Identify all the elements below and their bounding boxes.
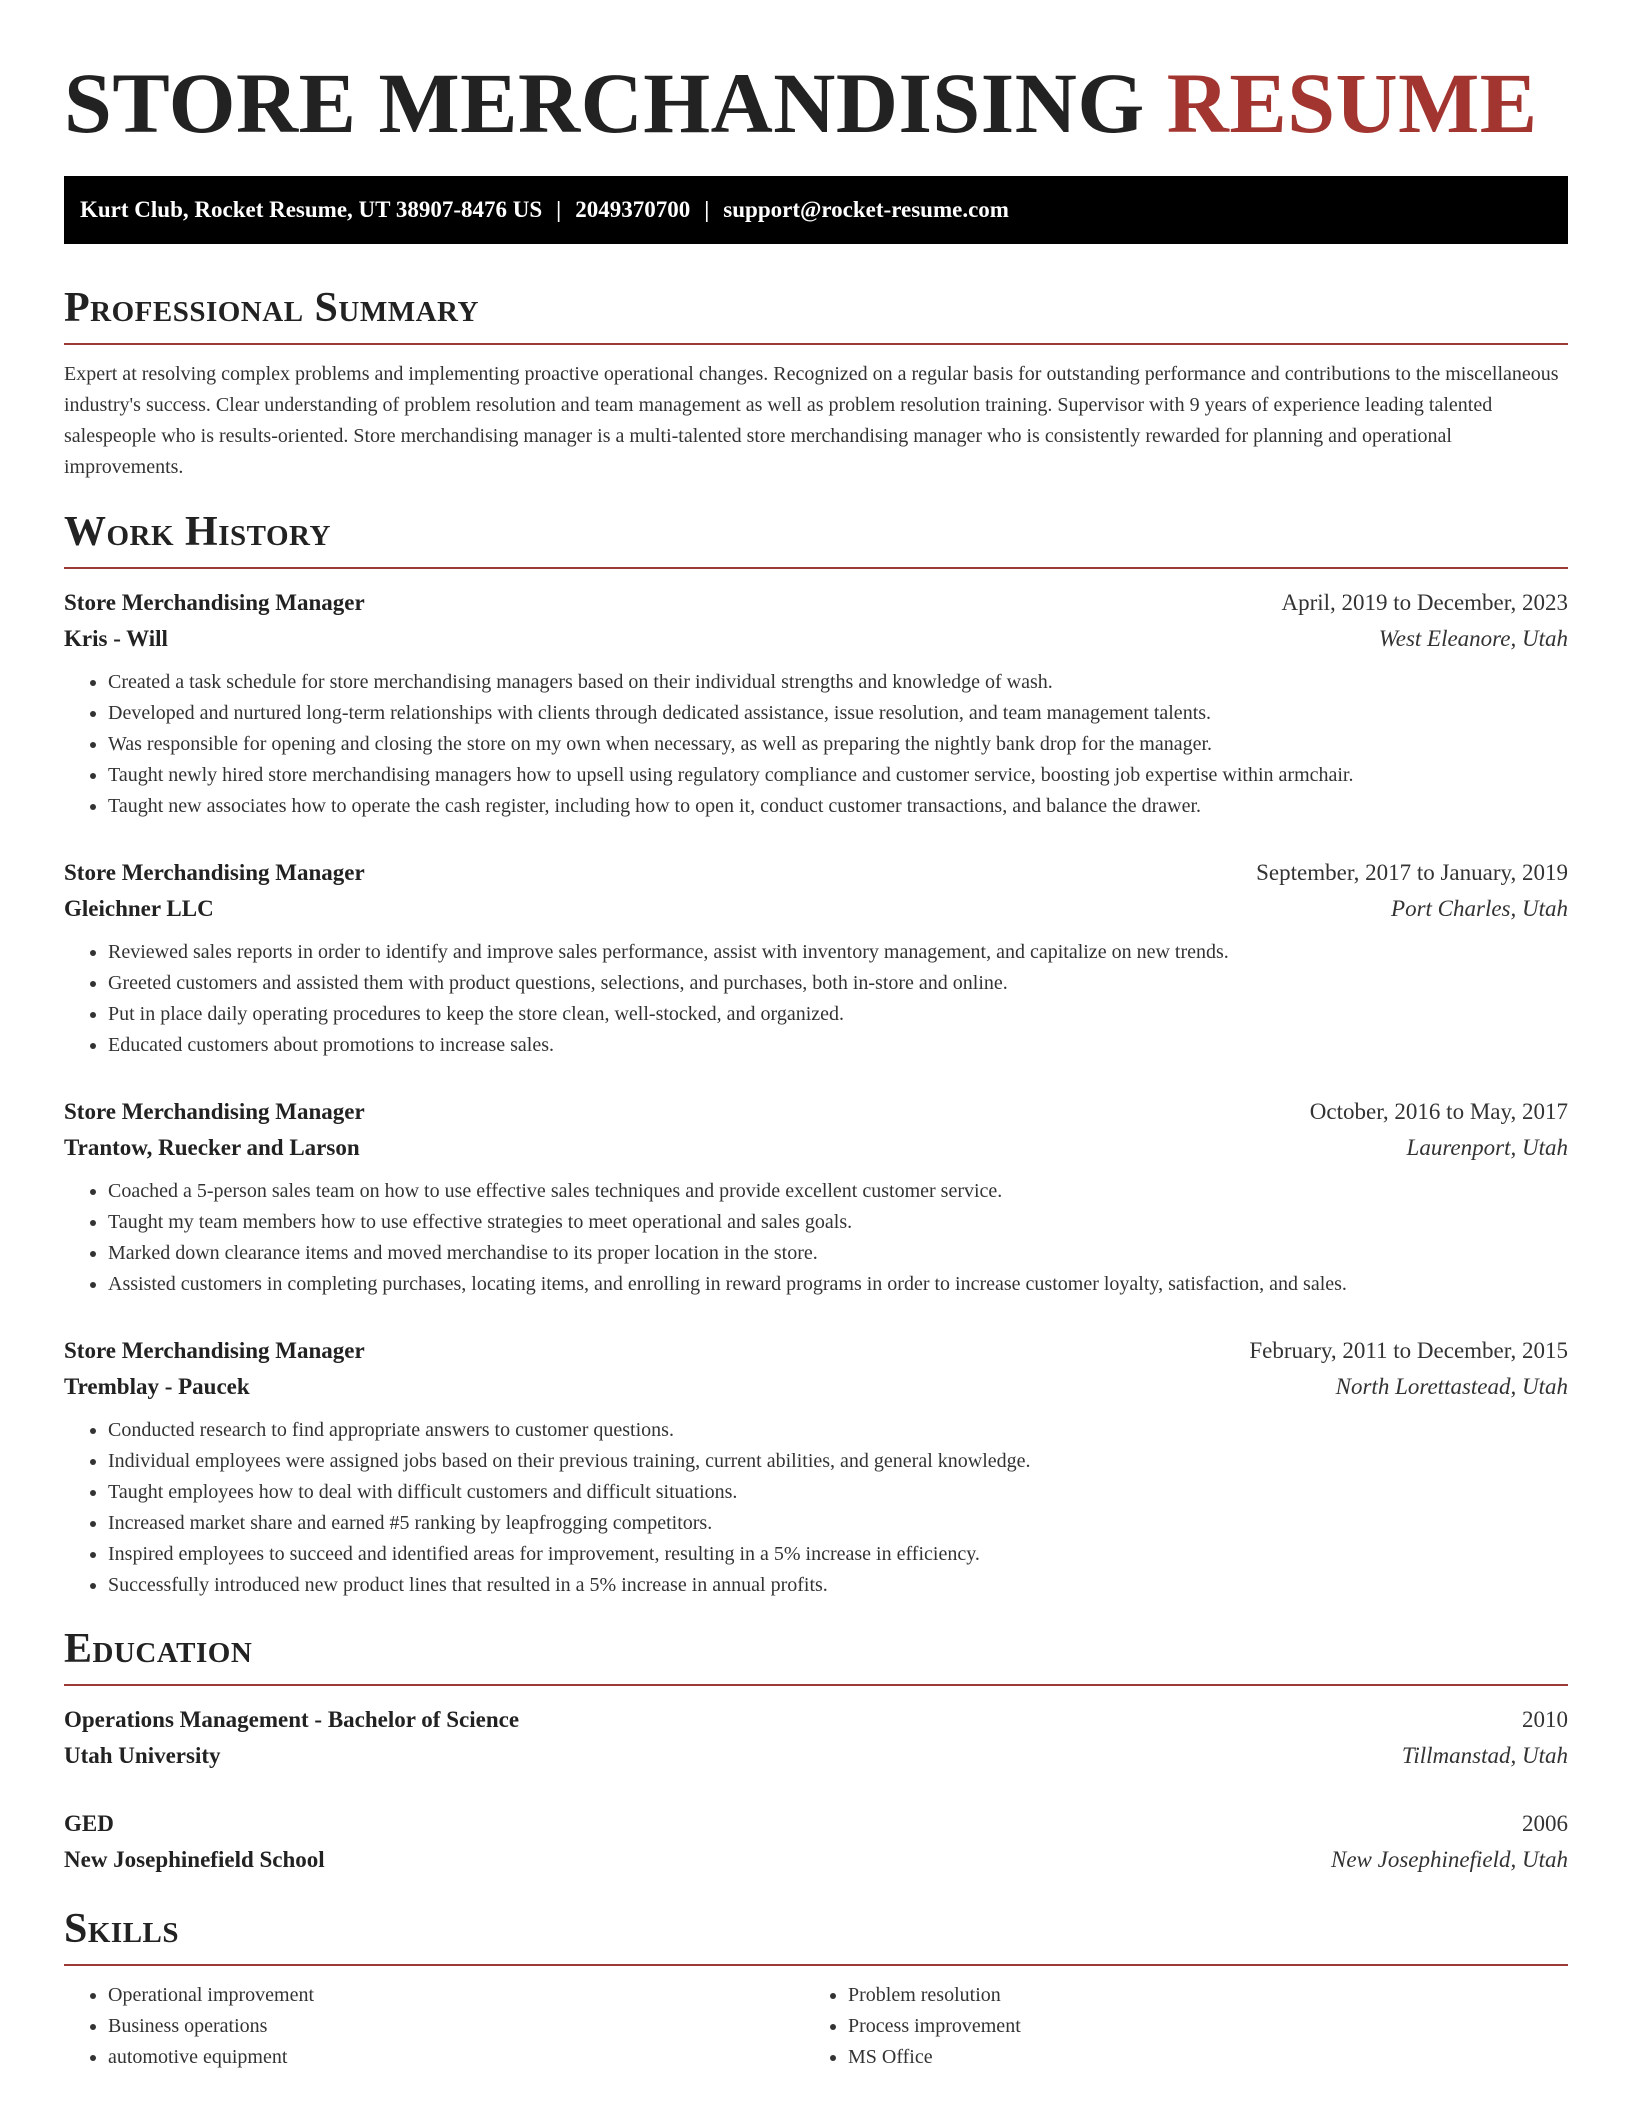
job-location: Laurenport, Utah — [1406, 1135, 1568, 1160]
list-item: • Marked down clearance items and moved merchandise to its proper location in the store. — [108, 1238, 1568, 1269]
list-item: • Was responsible for opening and closing the store on my own when necessary, as well as preparing the nightly bank drop for the manager. — [108, 729, 1568, 760]
job-title: Store Merchandising Manager — [64, 590, 365, 615]
summary-section — [64, 284, 1568, 483]
education-location: New Josephinefield, Utah — [1331, 1847, 1568, 1872]
list-item: • Created a task schedule for store merchandising managers based on their individual strengths and knowledge of wash. — [108, 667, 1568, 698]
resume-page — [64, 0, 1568, 2073]
list-item: • Taught employees how to deal with difficult customers and difficult situations. — [108, 1477, 1568, 1508]
job-title: Store Merchandising Manager — [64, 1099, 365, 1124]
job-header-row — [64, 855, 1568, 891]
job-location: North Lorettastead, Utah — [1335, 1374, 1568, 1399]
education-entry — [64, 1702, 1568, 1774]
list-item: • Educated customers about promotions to increase sales. — [108, 1030, 1568, 1061]
list-item: • Conducted research to find appropriate answers to customer questions. — [108, 1415, 1568, 1446]
skills-section — [64, 1905, 1568, 2073]
section-divider — [64, 567, 1568, 569]
education-degree: GED — [64, 1811, 114, 1836]
list-item: • Greeted customers and assisted them with product questions, selections, and purchases, both in-store and online. — [108, 968, 1568, 999]
job-entry — [64, 855, 1568, 1061]
job-company: Tremblay - Paucek — [64, 1374, 250, 1399]
list-item: • Put in place daily operating procedures to keep the store clean, well-stocked, and organized. — [108, 999, 1568, 1030]
job-company-row — [64, 1369, 1568, 1405]
job-dates: February, 2011 to December, 2015 — [1249, 1338, 1568, 1363]
job-entry — [64, 1094, 1568, 1300]
job-title: Store Merchandising Manager — [64, 860, 365, 885]
job-bullets — [64, 667, 1568, 822]
list-item: • Reviewed sales reports in order to identify and improve sales performance, assist with inventory management, and capitalize on new trends. — [108, 937, 1568, 968]
list-item: • Increased market share and earned #5 ranking by leapfrogging competitors. — [108, 1508, 1568, 1539]
list-item: • Inspired employees to succeed and identified areas for improvement, resulting in a 5% increase in efficiency. — [108, 1539, 1568, 1570]
section-title-work: Work History — [64, 509, 331, 555]
list-item: • MS Office — [848, 2042, 1544, 2073]
work-history-section — [64, 508, 1568, 1601]
section-title-education: Education — [64, 1626, 253, 1672]
list-item: • Taught new associates how to operate the cash register, including how to open it, conduct customer transactions, and balance the drawer. — [108, 791, 1568, 822]
section-title-skills: Skills — [64, 1906, 180, 1952]
education-school: Utah University — [64, 1743, 221, 1768]
list-item: • Operational improvement — [108, 1980, 804, 2011]
list-item: • Taught newly hired store merchandising managers how to upsell using regulatory compliance and customer service, boosting job expertise within armchair. — [108, 760, 1568, 791]
section-divider — [64, 1964, 1568, 1966]
education-section — [64, 1625, 1568, 1878]
job-company: Trantow, Ruecker and Larson — [64, 1135, 360, 1160]
job-header-row — [64, 1333, 1568, 1369]
contact-address: Kurt Club, Rocket Resume, UT 38907-8476 US — [80, 197, 543, 222]
job-dates: April, 2019 to December, 2023 — [1281, 590, 1568, 615]
job-dates: September, 2017 to January, 2019 — [1256, 860, 1568, 885]
education-degree-row — [64, 1806, 1568, 1842]
title-main: STORE MERCHANDISING — [64, 55, 1145, 151]
job-dates: October, 2016 to May, 2017 — [1309, 1099, 1568, 1124]
job-bullets — [64, 1415, 1568, 1601]
section-divider — [64, 343, 1568, 345]
job-bullets — [64, 937, 1568, 1061]
list-item: • Individual employees were assigned jobs based on their previous training, current abilities, and general knowledge. — [108, 1446, 1568, 1477]
job-header-row — [64, 1094, 1568, 1130]
job-bullets — [64, 1176, 1568, 1300]
summary-text: Expert at resolving complex problems and implementing proactive operational changes. Recognized on a regular basis for outstanding performance and contributions to the miscellaneous industry's success. Clear understanding of problem resolution and team management as well as problem resolution training. Supervisor with 9 years of experience leading talented salespeople who is results-oriented. Store merchandising manager is a multi-talented store merchandising manager who is consistently rewarded for planning and operational improvements. — [64, 363, 1559, 478]
section-title-summary: Professional Summary — [64, 285, 479, 331]
list-item: • Business operations — [108, 2011, 804, 2042]
list-item: • Assisted customers in completing purchases, locating items, and enrolling in reward programs in order to increase customer loyalty, satisfaction, and sales. — [108, 1269, 1568, 1300]
job-company-row — [64, 891, 1568, 927]
section-divider — [64, 1684, 1568, 1686]
education-degree: Operations Management - Bachelor of Science — [64, 1707, 520, 1732]
job-location: West Eleanore, Utah — [1378, 626, 1568, 651]
skills-list-right — [804, 1980, 1544, 2073]
list-item: • automotive equipment — [108, 2042, 804, 2073]
job-company-row — [64, 1130, 1568, 1166]
job-company: Kris - Will — [64, 626, 168, 651]
education-school-row — [64, 1842, 1568, 1878]
contact-bar — [64, 176, 1568, 244]
education-year: 2010 — [1522, 1707, 1568, 1732]
job-entry — [64, 1333, 1568, 1601]
education-entry — [64, 1806, 1568, 1878]
contact-separator: | — [704, 197, 710, 222]
skills-columns — [64, 1980, 1568, 2073]
education-school-row — [64, 1738, 1568, 1774]
job-title: Store Merchandising Manager — [64, 1338, 365, 1363]
list-item: • Taught my team members how to use effective strategies to meet operational and sales goals. — [108, 1207, 1568, 1238]
job-company-row — [64, 621, 1568, 657]
skills-list-left — [64, 1980, 804, 2073]
list-item: • Process improvement — [848, 2011, 1544, 2042]
job-entry — [64, 585, 1568, 822]
contact-phone: 2049370700 — [575, 197, 691, 222]
list-item: • Coached a 5-person sales team on how to use effective sales techniques and provide excellent customer service. — [108, 1176, 1568, 1207]
job-header-row — [64, 585, 1568, 621]
resume-title — [64, 0, 1568, 170]
job-location: Port Charles, Utah — [1391, 896, 1568, 921]
education-year: 2006 — [1522, 1811, 1568, 1836]
education-location: Tillmanstad, Utah — [1401, 1743, 1568, 1768]
contact-separator: | — [556, 197, 562, 222]
list-item: • Developed and nurtured long-term relationships with clients through dedicated assistance, issue resolution, and team management talents. — [108, 698, 1568, 729]
education-degree-row — [64, 1702, 1568, 1738]
job-company: Gleichner LLC — [64, 896, 214, 921]
title-accent: RESUME — [1166, 55, 1538, 151]
education-school: New Josephinefield School — [64, 1847, 325, 1872]
list-item: • Successfully introduced new product lines that resulted in a 5% increase in annual profits. — [108, 1570, 1568, 1601]
contact-email[interactable]: support@rocket-resume.com — [723, 197, 1009, 222]
list-item: • Problem resolution — [848, 1980, 1544, 2011]
